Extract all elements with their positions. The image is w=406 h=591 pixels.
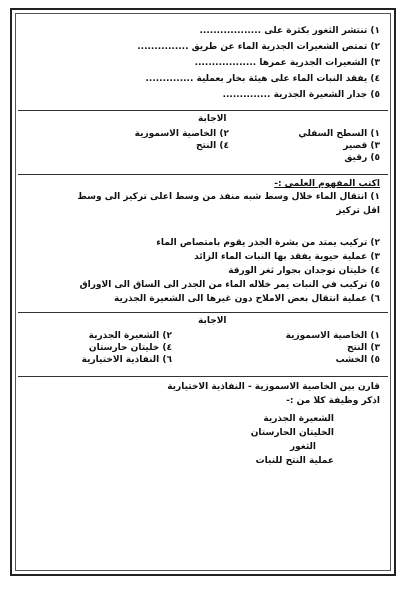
q1-item-3: ٣) الشعيرات الجذرية عمرها ..................: [194, 58, 380, 68]
q3-item-2: الخليتان الحارستان: [250, 428, 334, 438]
divider-2: [18, 174, 388, 175]
a1-left-1: ٢) الخاصية الاسموزية: [134, 129, 229, 139]
q3-item-3: الثغور: [289, 442, 316, 452]
q2-heading: اكتب المفهوم العلمي :-: [274, 179, 380, 189]
q3-item-4: عملية النتح للنبات: [255, 456, 334, 466]
a1-right-1: ١) السطح السفلي: [298, 129, 380, 139]
q2-item-1-cont: اقل تركيز: [336, 206, 380, 216]
a2-col-left: [82, 330, 172, 366]
q3-compare: قارن بين الخاصية الاسموزية - النفاذية الاختيارية: [167, 382, 380, 392]
q2-item-1: ١) انتقال الماء خلال وسط شبه منفذ من وسط اعلى تركيز الى وسط: [77, 192, 380, 202]
answer-heading-1: الاجابة: [198, 114, 227, 124]
q1-item-2: ٢) تمتص الشعيرات الجذرية الماء عن طريق ...............: [137, 42, 380, 52]
a2-right-2: ٣) النتح: [346, 343, 380, 353]
divider-3: [18, 312, 388, 313]
page-border: [10, 8, 396, 576]
q1-item-1: ١) تنتشر الثغور بكثرة على ..................: [199, 26, 380, 36]
q3-item-1: الشعيرة الجذرية: [263, 414, 334, 424]
q3-mention: اذكر وظيفة كلا من :-: [286, 396, 380, 406]
q2-item-4: ٤) خليتان توجدان بجوار ثغر الورقة: [228, 266, 380, 276]
a1-col-right: [298, 128, 380, 164]
q2-item-6: ٦) عملية انتقال بعض الاملاح دون غيرها الى الشعيرة الجذرية: [114, 294, 380, 304]
divider-1: [18, 110, 388, 111]
q1-item-4: ٤) يفقد النبات الماء على هيئة بخار بعملية ..............: [145, 74, 380, 84]
q1-item-5: ٥) جدار الشعيرة الجذرية ..............: [222, 90, 380, 100]
a1-col-left: [135, 128, 229, 152]
a1-left-2: ٤) النتح: [195, 141, 229, 151]
divider-4: [18, 376, 388, 377]
a2-right-1: ١) الخاصية الاسموزية: [285, 331, 380, 341]
a2-left-1: ٢) الشعيرة الجذرية: [88, 331, 172, 341]
answer-heading-2: الاجابة: [198, 316, 227, 326]
a1-right-3: ٥) رقيق: [344, 153, 380, 163]
a2-right-3: ٥) الخشب: [335, 355, 380, 365]
q2-item-5: ٥) تركيب في النبات يمر خلاله الماء من الجذر الى الساق الى الاوراق: [79, 280, 380, 290]
q2-item-3: ٣) عملية حيوية يفقد بها النبات الماء الزائد: [194, 252, 380, 262]
a2-col-right: [286, 330, 380, 366]
a2-left-3: ٦) النفاذية الاختيارية: [81, 355, 172, 365]
a2-left-2: ٤) خليتان حارستان: [88, 343, 172, 353]
q3-items: [251, 412, 334, 468]
q2-item-2: ٢) تركيب يمتد من بشرة الجذر يقوم بامتصاص الماء: [156, 238, 380, 248]
a1-right-2: ٣) قصير: [343, 141, 380, 151]
